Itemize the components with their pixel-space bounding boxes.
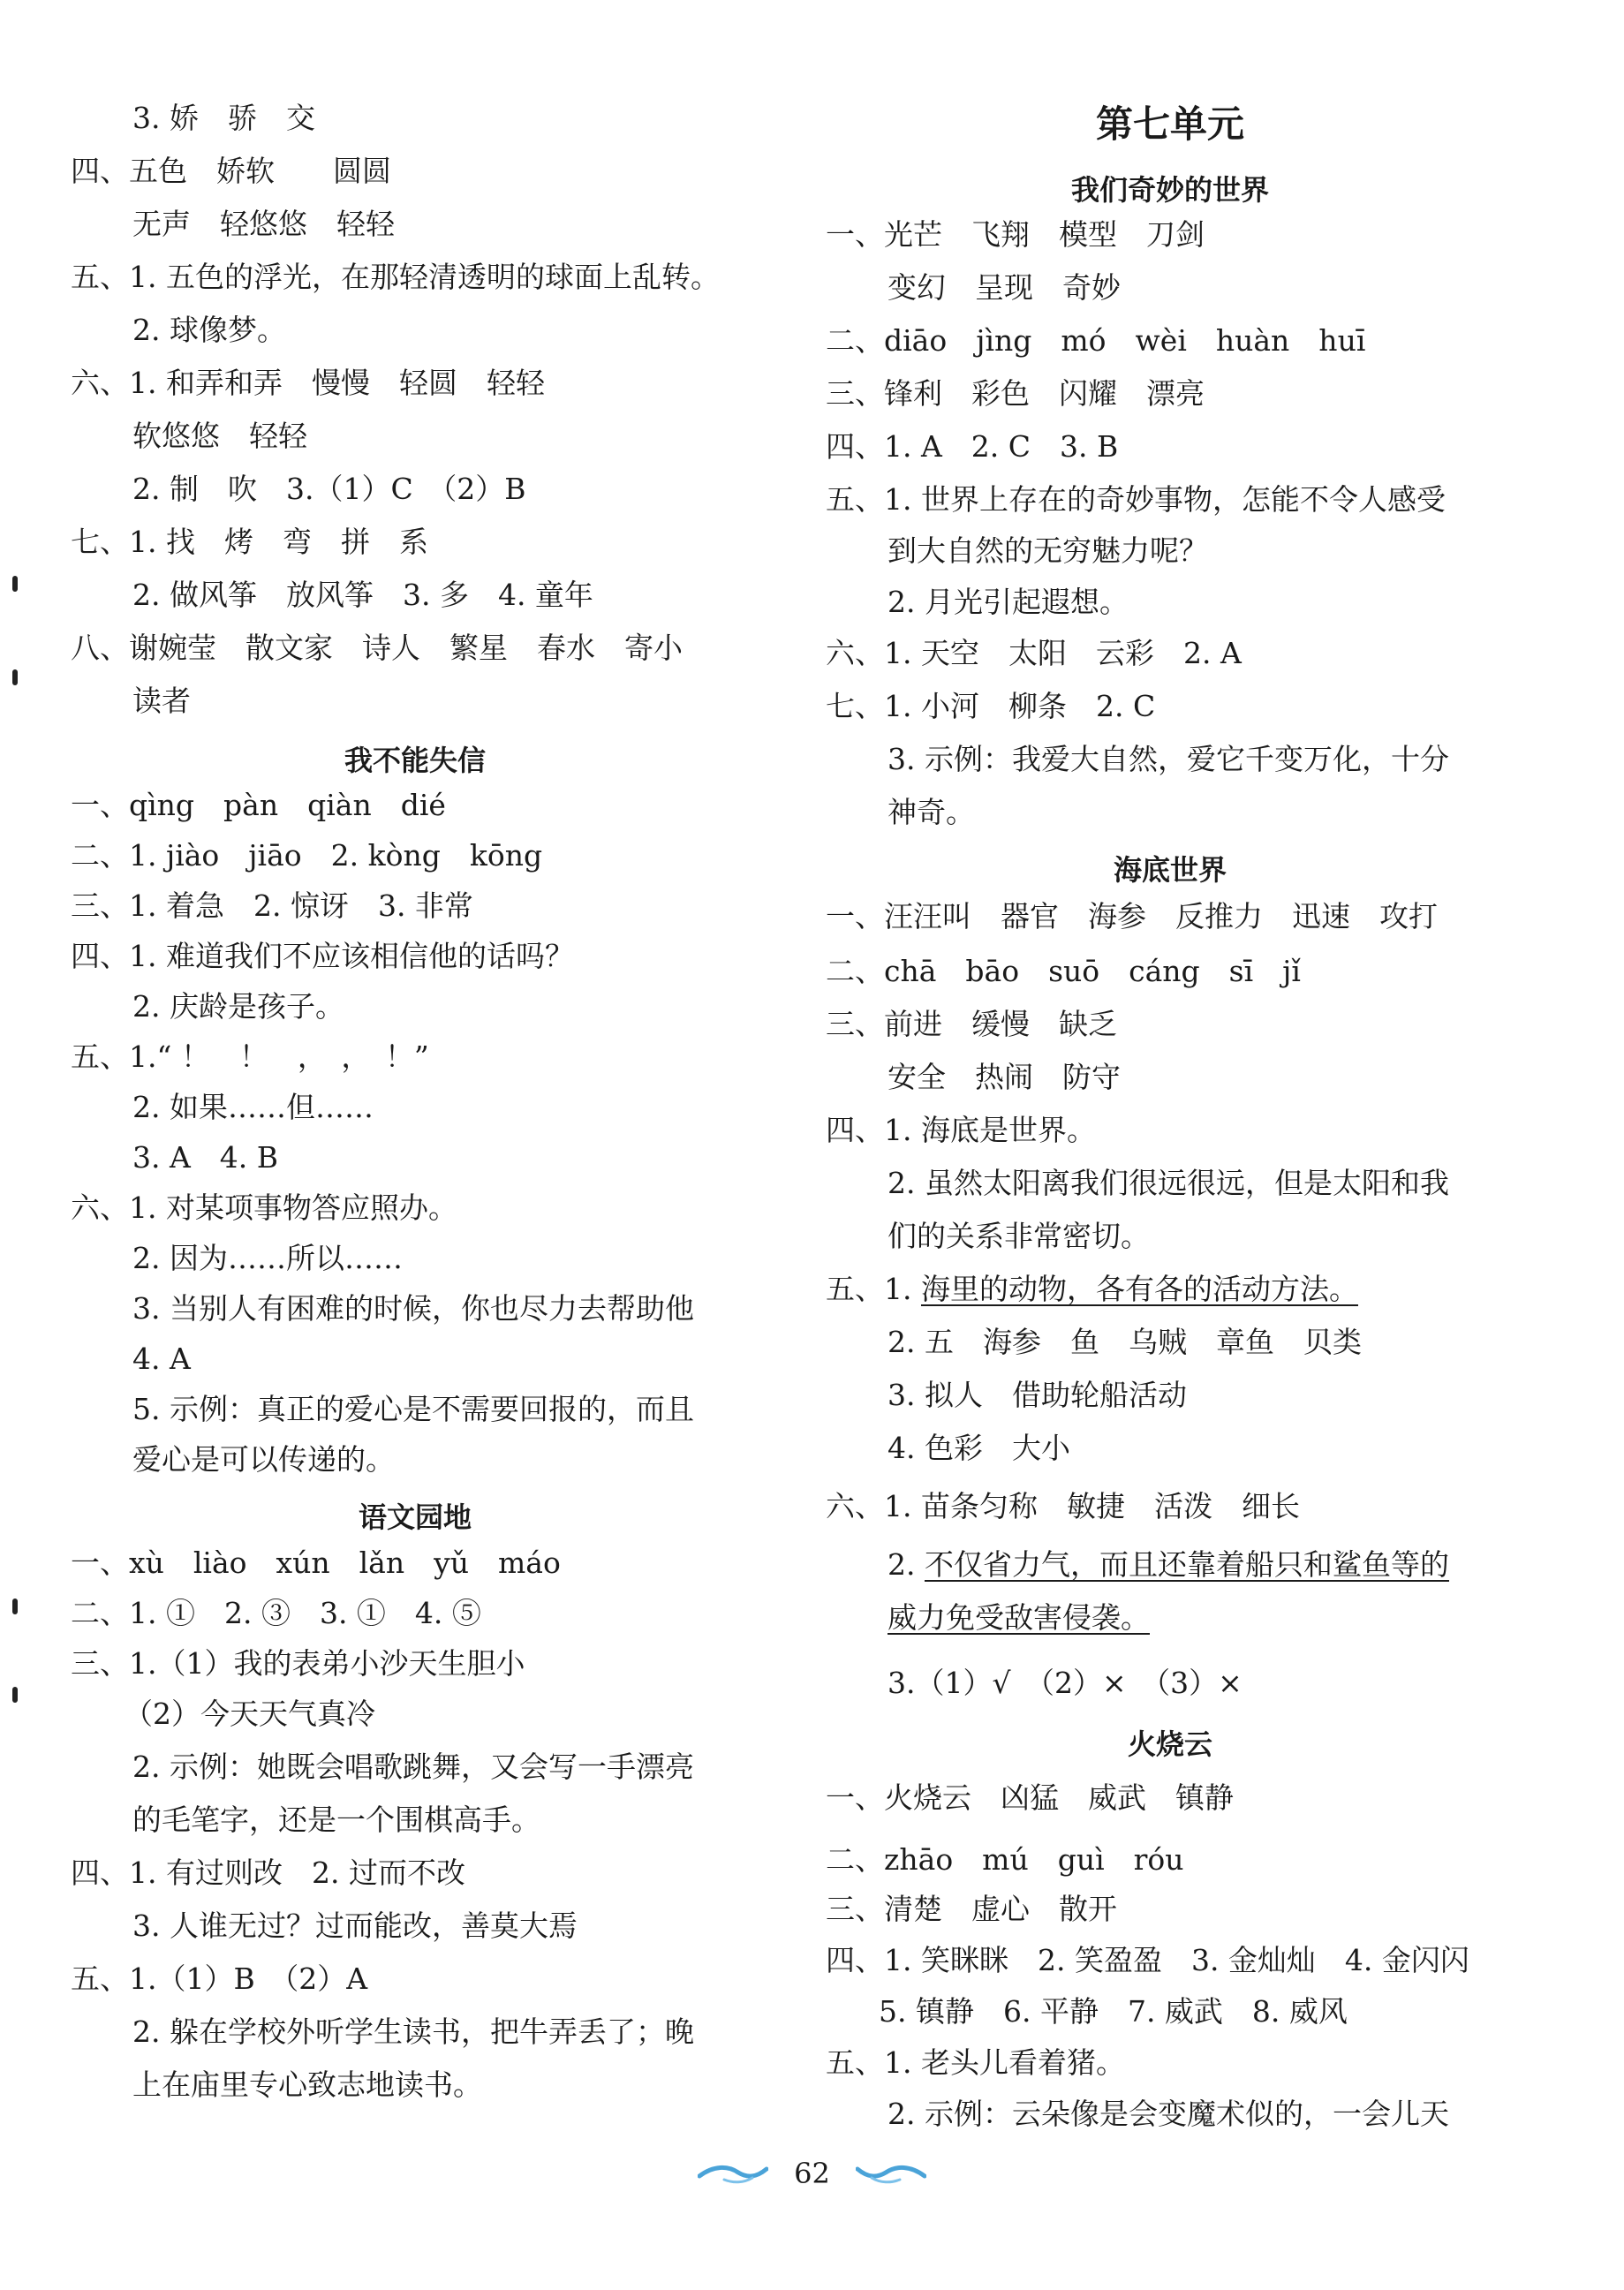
answer-line: 神奇。 (888, 795, 975, 829)
answer-line: 们的关系非常密切。 (888, 1219, 1150, 1253)
answer-line: 四、1. 有过则改 2. 过而不改 (71, 1855, 465, 1890)
unit-title: 第七单元 (1095, 102, 1244, 146)
answer-line: 2. 因为……所以…… (132, 1241, 403, 1275)
answer-line: 2. 做风筝 放风筝 3. 多 4. 童年 (132, 578, 593, 612)
answer-line: 4. A (132, 1342, 191, 1376)
wave-ornament-left-icon (698, 2162, 768, 2185)
answer-line (826, 1546, 1449, 1586)
answer-line: 三、锋利 彩色 闪耀 漂亮 (826, 376, 1205, 411)
answer-line: 3. 娇 骄 交 (132, 101, 315, 135)
answer-line: 二、1. jiào jiāo 2. kòng kōng (71, 838, 543, 873)
answer-line: 四、1. 海底是世界。 (826, 1113, 1096, 1147)
answer-line: 爱心是可以传递的。 (132, 1442, 395, 1477)
answer-line: 2. 五 海参 鱼 乌贼 章鱼 贝类 (888, 1325, 1362, 1359)
section-heading: 语文园地 (358, 1500, 472, 1534)
answer-line: 5. 示例：真正的爱心是不需要回报的，而且 (132, 1392, 694, 1426)
answer-line: 六、1. 苗条匀称 敏捷 活泼 细长 (826, 1489, 1300, 1523)
margin-mark (12, 1598, 18, 1614)
underlined-answer: 海里的动物，各有各的活动方法。 (920, 1272, 1358, 1306)
answer-line: 变幻 呈现 奇妙 (888, 270, 1121, 305)
answer-line: 2. 制 吹 3.（1）C （2）B (132, 472, 526, 506)
answer-line: 三、清楚 虚心 散开 (826, 1892, 1117, 1926)
answer-line: 七、1. 小河 柳条 2. C (826, 689, 1156, 723)
answer-line: 六、1. 对某项事物答应照办。 (71, 1190, 457, 1225)
answer-line: 软悠悠 轻轻 (132, 419, 307, 453)
answer-line: 五、1. 五色的浮光，在那轻清透明的球面上乱转。 (71, 260, 720, 294)
answer-line: 二、1. ① 2. ③ 3. ① 4. ⑤ (71, 1596, 481, 1630)
answer-line: 四、五色 娇软 圆圆 (71, 154, 391, 188)
section-heading: 海底世界 (1113, 853, 1227, 887)
answer-line: 一、xù liào xún lǎn yǔ máo (71, 1546, 561, 1580)
answer-line: 2. 示例：她既会唱歌跳舞，又会写一手漂亮 (132, 1750, 694, 1784)
margin-mark (12, 576, 18, 592)
answer-line: 3. 人谁无过？过而能改，善莫大焉 (132, 1908, 578, 1943)
answer-line: 五、1.（1）B （2）A (71, 1961, 368, 1996)
answer-line: 安全 热闹 防守 (888, 1060, 1121, 1094)
answer-line: 一、光芒 飞翔 模型 刀剑 (826, 217, 1205, 252)
section-heading: 我们奇妙的世界 (1070, 173, 1269, 207)
section-heading: 我不能失信 (344, 744, 486, 777)
answer-line: 3. A 4. B (132, 1140, 279, 1175)
answer-line: 八、谢婉莹 散文家 诗人 繁星 春水 寄小 (71, 631, 683, 665)
answer-line: 一、qìng pàn qiàn dié (71, 788, 446, 822)
answer-line: 五、1.“ ！ ！ ， ， ！” (71, 1039, 429, 1074)
answer-line: 三、1. 着急 2. 惊讶 3. 非常 (71, 888, 473, 923)
answer-line: 3. 当别人有困难的时候，你也尽力去帮助他 (132, 1291, 694, 1326)
answer-line: 读者 (132, 684, 191, 718)
answer-line: 三、1.（1）我的表弟小沙天生胆小 (71, 1646, 525, 1681)
answer-line: 2. 虽然太阳离我们很远很远，但是太阳和我 (888, 1166, 1449, 1200)
answer-line (826, 1598, 1150, 1639)
answer-line: 六、1. 和弄和弄 慢慢 轻圆 轻轻 (71, 366, 545, 400)
answer-line: 3. 示例：我爱大自然，爱它千变万化，十分 (888, 742, 1449, 776)
answer-line: 四、1. 笑眯眯 2. 笑盈盈 3. 金灿灿 4. 金闪闪 (826, 1943, 1469, 1977)
answer-line (826, 1270, 1358, 1311)
answer-line: 一、汪汪叫 器官 海参 反推力 迅速 攻打 (826, 899, 1438, 933)
answer-line: 2. 球像梦。 (132, 313, 286, 347)
answer-line: （2）今天天气真冷 (124, 1697, 375, 1731)
answer-line: 2. 示例：云朵像是会变魔术似的，一会儿天 (888, 2097, 1449, 2131)
answer-line: 4. 色彩 大小 (888, 1431, 1070, 1465)
underlined-answer: 威力免受敌害侵袭。 (888, 1600, 1150, 1635)
underlined-answer: 不仅省力气，而且还靠着船只和鲨鱼等的 (924, 1547, 1449, 1582)
answer-line: 3. 拟人 借助轮船活动 (888, 1378, 1187, 1412)
answer-line: 2. 月光引起遐想。 (888, 585, 1129, 619)
section-heading: 火烧云 (1127, 1727, 1212, 1761)
answer-line: 2. 躲在学校外听学生读书，把牛弄丢了；晚 (132, 2014, 694, 2049)
answer-line: 的毛笔字，还是一个围棋高手。 (132, 1803, 540, 1837)
page-number: 62 (794, 2157, 830, 2190)
answer-line: 五、1. 老头儿看着猪。 (826, 2045, 1125, 2080)
page-footer (0, 2157, 1624, 2210)
answer-line: 二、zhāo mú guì róu (826, 1842, 1184, 1877)
answer-line: 3.（1）√ （2）× （3）× (888, 1666, 1243, 1700)
answer-line: 六、1. 天空 太阳 云彩 2. A (826, 636, 1242, 670)
answer-line: 到大自然的无穷魅力呢？ (888, 533, 1208, 568)
answer-line: 七、1. 找 烤 弯 拼 系 (71, 525, 428, 559)
answer-prefix: 五、1. (826, 1272, 921, 1306)
answer-line: 上在庙里专心致志地读书。 (132, 2067, 482, 2102)
answer-line: 四、1. A 2. C 3. B (826, 429, 1119, 464)
answer-line: 五、1. 世界上存在的奇妙事物，怎能不令人感受 (826, 482, 1446, 517)
answer-line: 无声 轻悠悠 轻轻 (132, 207, 395, 241)
margin-mark (12, 669, 18, 685)
answer-line: 2. 庆龄是孩子。 (132, 989, 344, 1024)
wave-ornament-right-icon (856, 2162, 926, 2185)
answer-line: 5. 镇静 6. 平静 7. 威武 8. 威风 (879, 1994, 1348, 2029)
answer-line: 2. 如果……但…… (132, 1090, 374, 1124)
answer-line: 二、diāo jìng mó wèi huàn huī (826, 323, 1366, 358)
answer-line: 三、前进 缓慢 缺乏 (826, 1007, 1117, 1041)
answer-prefix: 2. (888, 1547, 925, 1582)
answer-line: 二、chā bāo suō cáng sī jǐ (826, 954, 1301, 988)
answer-line: 一、火烧云 凶猛 威武 镇静 (826, 1780, 1234, 1815)
margin-mark (12, 1687, 18, 1703)
answer-line: 四、1. 难道我们不应该相信他的话吗？ (71, 939, 574, 973)
